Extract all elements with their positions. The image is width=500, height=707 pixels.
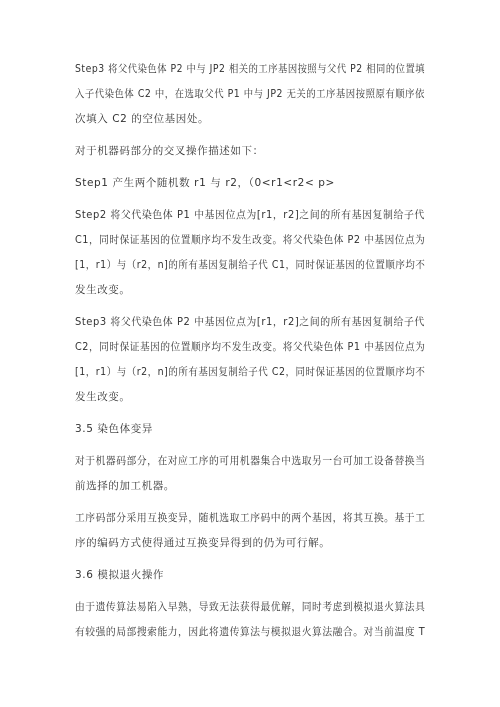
text-line: [1，r1）与（r2，n]的所有基因复制给子代 C1，同时保证基因的位置顺序均不: [75, 259, 426, 271]
text-line: 发生改变。: [75, 284, 131, 296]
text-line: 工序码部分采用互换变异，随机选取工序码中的两个基因，将其互换。基于工: [75, 512, 426, 524]
text-line: Step3 将父代染色体 P2 中与 JP2 相关的工序基因按照与父代 P2 相同的位置填: [75, 63, 426, 75]
section-heading: 3.6 模拟退火操作: [75, 569, 165, 581]
text-line: [1，r1）与（r2，n]的所有基因复制给子代 C2，同时保证基因的位置顺序均不: [75, 366, 426, 378]
text-line: 入子代染色体 C2 中，在选取父代 P1 中与 JP2 无关的工序基因按照原有顺序依: [75, 88, 425, 100]
text-line: 对于机器码部分，在对应工序的可用机器集合中选取另一台可加工设备替换当: [75, 455, 426, 467]
text-line: C2，同时保证基因的位置顺序均不发生改变。将父代染色体 P1 中基因位点为: [75, 341, 426, 353]
text-line: 次填入 C2 的空位基因处。: [75, 113, 210, 125]
section-heading: 3.5 染色体变异: [75, 423, 153, 435]
text-line: Step2 将父代染色体 P1 中基因位点为[r1，r2]之间的所有基因复制给子代: [75, 209, 425, 221]
text-line: 对于机器码部分的交叉操作描述如下：: [75, 145, 264, 157]
text-line: Step3 将父代染色体 P2 中基因位点为[r1，r2]之间的所有基因复制给子代: [75, 316, 425, 328]
text-line: 由于遗传算法易陷入早熟，导致无法获得最优解，同时考虑到模拟退火算法具: [75, 601, 426, 613]
text-line: 有较强的局部搜索能力，因此将遗传算法与模拟退火算法融合。对当前温度 T: [75, 626, 426, 638]
text-line: 前选择的加工机器。: [75, 480, 175, 492]
text-line: Step1 产生两个随机数 r1 与 r2，（0<r1<r2< p>: [75, 177, 335, 189]
text-line: C1，同时保证基因的位置顺序均不发生改变。将父代染色体 P2 中基因位点为: [75, 234, 426, 246]
text-line: 发生改变。: [75, 391, 131, 403]
text-line: 序的编码方式使得通过互换变异得到的仍为可行解。: [75, 537, 331, 549]
